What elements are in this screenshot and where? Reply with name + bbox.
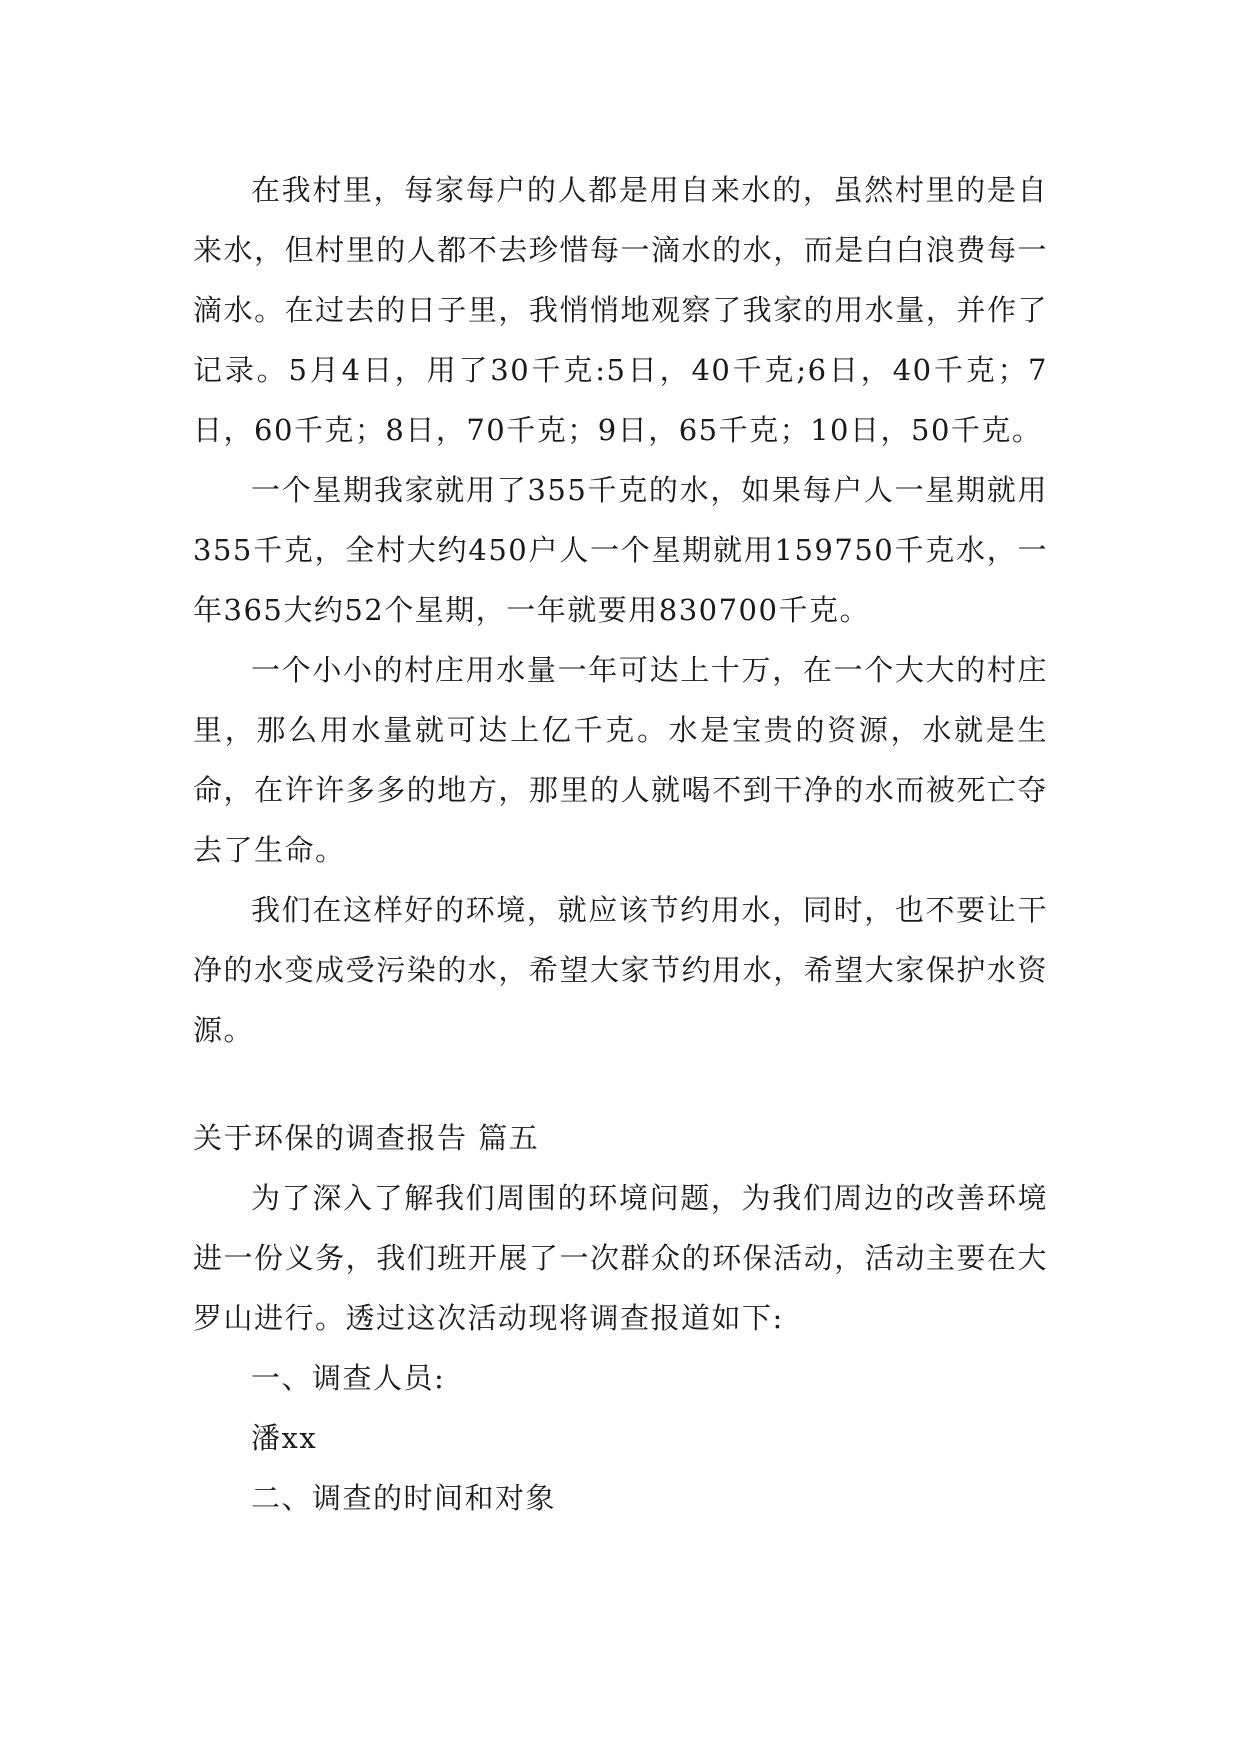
paragraph-water-records: 在我村里，每家每户的人都是用自来水的，虽然村里的是自来水，但村里的人都不去珍惜每一滴水的水，而是白白浪费每一滴水。在过去的日子里，我悄悄地观察了我家的用水量，并作了记录。5月4日，用了30千克:5日，40千克;6日，40千克；7日，60千克；8日，70千克；9日，65千克；10日，50千克。 <box>193 173 1048 447</box>
list-item-staff-name: 潘xx <box>251 1421 318 1455</box>
paragraph-water-is-life: 一个小小的村庄用水量一年可达上十万，在一个大大的村庄里，那么用水量就可达上亿千克。水是宝贵的资源，水就是生命，在许许多多的地方，那里的人就喝不到干净的水而被死亡夺去了生命。 <box>193 653 1048 867</box>
list-item-survey-time: 二、调查的时间和对象 <box>251 1481 557 1515</box>
document-body <box>193 160 1048 1528</box>
paragraph-weekly-usage: 一个星期我家就用了355千克的水，如果每户人一星期就用355千克，全村大约450户人一个星期就用159750千克水，一年365大约52个星期，一年就要用830700千克。 <box>193 473 1048 627</box>
paragraph-save-water: 我们在这样好的环境，就应该节约用水，同时，也不要让干净的水变成受污染的水，希望大家节约用水，希望大家保护水资源。 <box>193 893 1048 1047</box>
list-item-survey-staff: 一、调查人员: <box>251 1361 446 1395</box>
paragraph-survey-intro: 为了深入了解我们周围的环境问题，为我们周边的改善环境进一份义务，我们班开展了一次群众的环保活动，活动主要在大罗山进行。透过这次活动现将调查报道如下: <box>193 1181 1048 1335</box>
section-heading: 关于环保的调查报告 篇五 <box>193 1121 540 1155</box>
